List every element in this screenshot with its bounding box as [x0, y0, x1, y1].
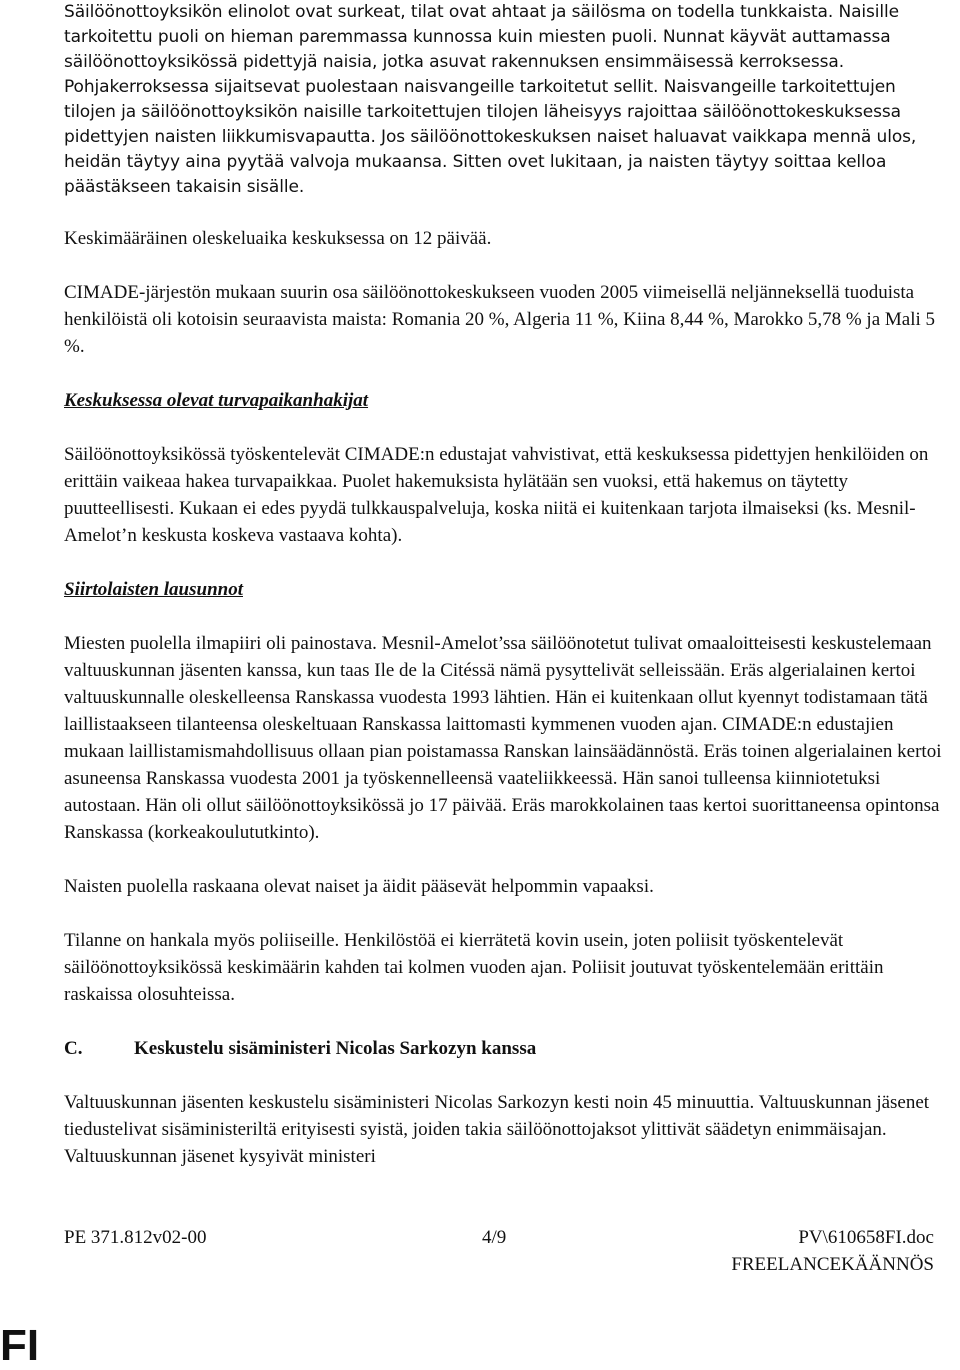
paragraph-police-situation: Tilanne on hankala myös poliiseille. Henkilöstöä ei kierrätetä kovin usein, joten poliisit työskentelevät säilöönottoyksikössä keskimäärin kahden tai kolmen vuoden ajan. Poliisit joutuvat työskentelemään erittäin raskaissa olosuhteissa.: [64, 930, 884, 1005]
section-letter: C.: [64, 1038, 83, 1059]
paragraph-mens-side: Miesten puolella ilmapiiri oli painostava. Mesnil-Amelot’ssa säilöönotetut tulivat omaaloitteisesti keskustelemaan valtuuskunnan jäsenten kanssa, kun taas Ile de la Citéssä nämä pysyttelivät selleissään. Eräs algerialainen kertoi valtuuskunnalle oleskelleensa Ranskassa vuodesta 1993 lähtien. Hän ei kuitenkaan ollut kyennyt todistamaan tätä laillistaakseen tilanteensa oleskeltuaan Ranskassa laittomasti kymmenen vuoden ajan. CIMADE:n edustajien mukaan laillistamismahdollisuus ollaan pian poistamassa Ranskan lainsäädännöstä. Eräs toinen algerialainen kertoi asuneensa Ranskassa vuodesta 2001 ja työskennelleensä vaateliikkeessä. Hän sanoi tulleensa kiinniotetuksi autostaan. Hän oli ollut säilöönottoyksikössä jo 17 päivää. Eräs marokkolainen taas kertoi suorittaneensa opintonsa Ranskassa (korkeakoulututkinto).: [64, 633, 942, 843]
heading-migrant-statements: Siirtolaisten lausunnot: [64, 579, 243, 600]
paragraph-average-stay: Keskimääräinen oleskeluaika keskuksessa on 12 päivää.: [64, 228, 492, 249]
paragraph-living-conditions: Säilöönottoyksikön elinolot ovat surkeat, tilat ovat ahtaat ja säilösma on todella tunkkaista. Naisille tarkoitettu puoli on hieman paremmassa kunnossa kuin miesten puoli. Nunnat käyvät auttamassa säilöönottoyksikössä pidettyjä naisia, jotka asuvat rakennuksen ensimmäisessä kerroksessa. Pohjakerroksessa sijaitsevat puolestaan naisvangeille tarkoitetut sellit. Naisvangeille tarkoitettujen tilojen ja säilöönottoyksikön naisille tarkoitettujen tilojen läheisyys rajoittaa säilöönottokeskuksessa pidettyjen naisten liikkumisvapautta. Jos säilöönottokeskuksen naiset haluavat vaikkapa mennä ulos, heidän täytyy aina pyytää valvoja mukaansa. Sitten ovet lukitaan, ja naisten täytyy soittaa kelloa päästäkseen takaisin sisälle.: [64, 2, 917, 197]
section-title: Keskustelu sisäministeri Nicolas Sarkozyn kanssa: [134, 1038, 537, 1059]
footer-file-info: [731, 1224, 934, 1278]
paragraph-sarkozy-discussion: Valtuuskunnan jäsenten keskustelu sisäministeri Nicolas Sarkozyn kesti noin 45 minuuttia. Valtuuskunnan jäsenet tiedustelivat sisäministeriltä erityisesti syistä, joiden takia säilöönottojaksot ylittivät säädetyn enimmäisajan. Valtuuskunnan jäsenet kysyivät ministeri: [64, 1092, 930, 1167]
heading-asylum-seekers: Keskuksessa olevat turvapaikanhakijat: [64, 390, 369, 411]
page-body: [64, 0, 944, 1170]
footer-reference: PE 371.812v02-00: [64, 1227, 207, 1248]
footer-file-name: PV\610658FI.doc: [798, 1227, 934, 1248]
footer-translation-note: FREELANCEKÄÄNNÖS: [731, 1254, 934, 1275]
paragraph-cimade-statistics: CIMADE-järjestön mukaan suurin osa säilöönottokeskukseen vuoden 2005 viimeisellä neljänneksellä tuoduista henkilöistä oli kotoisin seuraavista maista: Romania 20 %, Algeria 11 %, Kiina 8,44 %, Marokko 5,78 % ja Mali 5 %.: [64, 282, 936, 357]
section-heading-c: [64, 1035, 944, 1062]
paragraph-womens-side: Naisten puolella raskaana olevat naiset ja äidit pääsevät helpommin vapaaksi.: [64, 876, 654, 897]
paragraph-asylum-applications: Säilöönottoyksikössä työskentelevät CIMADE:n edustajat vahvistivat, että keskuksessa pidettyjen henkilöiden on erittäin vaikeaa hakea turvapaikkaa. Puolet hakemuksista hylätään sen vuoksi, että hakemus on täytetty puutteellisesti. Kukaan ei edes pyydä tulkkauspalveluja, koska niitä ei kuitenkaan tarjota ilmaiseksi (ks. Mesnil-Amelot’n keskusta koskeva vastaava kohta).: [64, 444, 929, 546]
footer-page-number: 4/9: [482, 1227, 507, 1248]
language-code: FI: [0, 1321, 40, 1370]
